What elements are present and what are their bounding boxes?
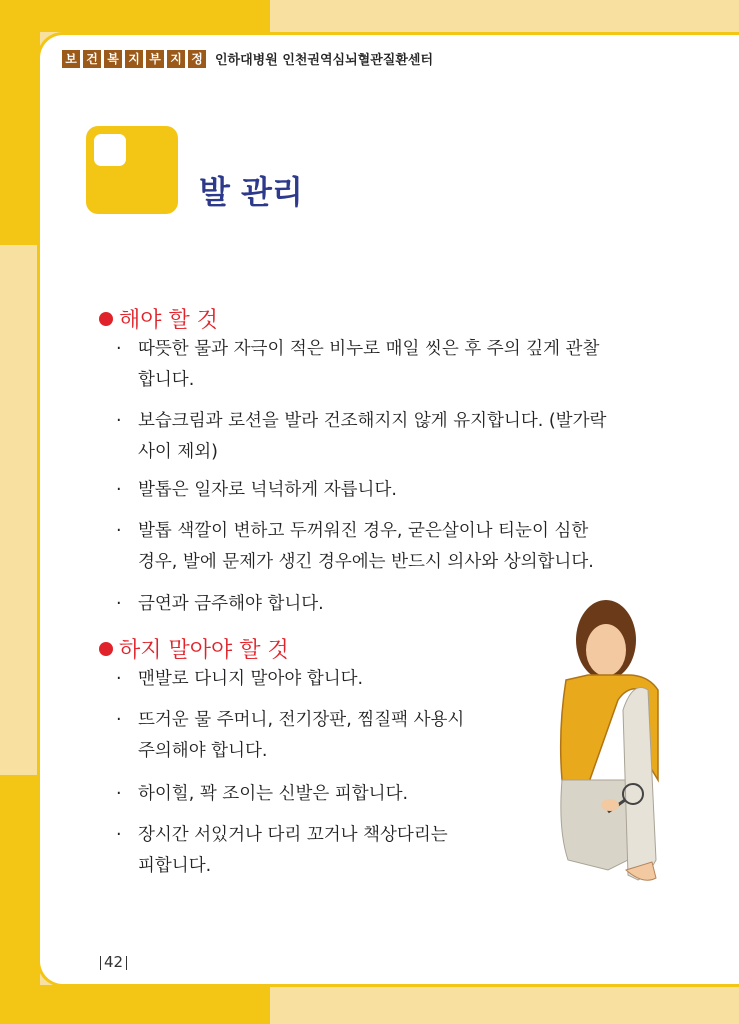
list-item-line: 피합니다.	[138, 856, 212, 876]
bullet: ·	[116, 480, 122, 500]
header-box: 지	[125, 50, 143, 68]
red-dot-icon	[99, 312, 113, 326]
list-item-line: 사이 제외)	[138, 442, 219, 462]
list-item-line: 보습크림과 로션을 발라 건조해지지 않게 유지합니다. (발가락	[138, 411, 607, 431]
header-box: 정	[188, 50, 206, 68]
list-item	[116, 664, 363, 695]
header-box: 복	[104, 50, 122, 68]
list-item	[116, 475, 397, 506]
header-box: 부	[146, 50, 164, 68]
bullet: ·	[116, 825, 122, 845]
list-item	[116, 779, 408, 810]
list-item	[116, 406, 606, 468]
header-box: 보	[62, 50, 80, 68]
bullet: ·	[116, 339, 122, 359]
section-heading-do	[99, 303, 218, 334]
list-item	[116, 820, 448, 882]
list-item	[116, 705, 464, 767]
header-box: 건	[83, 50, 101, 68]
list-item-line: 하이힐, 꽉 조이는 신발은 피합니다.	[138, 784, 409, 804]
list-item-line: 뜨거운 물 주머니, 전기장판, 찜질팩 사용시	[138, 710, 465, 730]
title-decoration	[86, 126, 178, 214]
list-item-line: 경우, 발에 문제가 생긴 경우에는 반드시 의사와 상의합니다.	[138, 552, 594, 572]
background-band-left	[0, 0, 40, 245]
list-item	[116, 589, 324, 620]
bullet: ·	[116, 521, 122, 541]
red-dot-icon	[99, 642, 113, 656]
bullet: ·	[116, 411, 122, 431]
page-title: 발 관리	[199, 173, 303, 211]
section-heading-label: 해야 할 것	[119, 308, 218, 333]
person-inspecting-foot-illustration	[548, 580, 668, 890]
list-item-line: 발톱 색깔이 변하고 두꺼워진 경우, 굳은살이나 티눈이 심한	[138, 521, 589, 541]
list-item	[116, 516, 594, 578]
list-item-line: 장시간 서있거나 다리 꼬거나 책상다리는	[138, 825, 448, 845]
page-number	[97, 953, 130, 971]
list-item-line: 주의해야 합니다.	[138, 741, 268, 761]
list-item	[116, 334, 599, 396]
section-heading-dont	[99, 633, 289, 664]
title-decoration-inner	[94, 134, 126, 166]
bullet: ·	[116, 669, 122, 689]
list-item-line: 따뜻한 물과 자극이 적은 비누로 매일 씻은 후 주의 깊게 관찰	[138, 339, 600, 359]
list-item-line: 발톱은 일자로 넉넉하게 자릅니다.	[138, 480, 397, 500]
background-band-top	[0, 0, 270, 32]
running-header	[62, 49, 433, 68]
section-heading-label: 하지 말아야 할 것	[119, 638, 289, 663]
page-number-value: 42	[104, 953, 124, 971]
bullet: ·	[116, 784, 122, 804]
header-box: 지	[167, 50, 185, 68]
list-item-line: 금연과 금주해야 합니다.	[138, 594, 324, 614]
background-band-bottom	[0, 985, 270, 1024]
list-item-line: 맨발로 다니지 말아야 합니다.	[138, 669, 364, 689]
bullet: ·	[116, 710, 122, 730]
background-band-left-light	[0, 245, 40, 775]
list-item-line: 합니다.	[138, 370, 195, 390]
header-title: 인하대병원 인천권역심뇌혈관질환센터	[215, 53, 434, 68]
bullet: ·	[116, 594, 122, 614]
